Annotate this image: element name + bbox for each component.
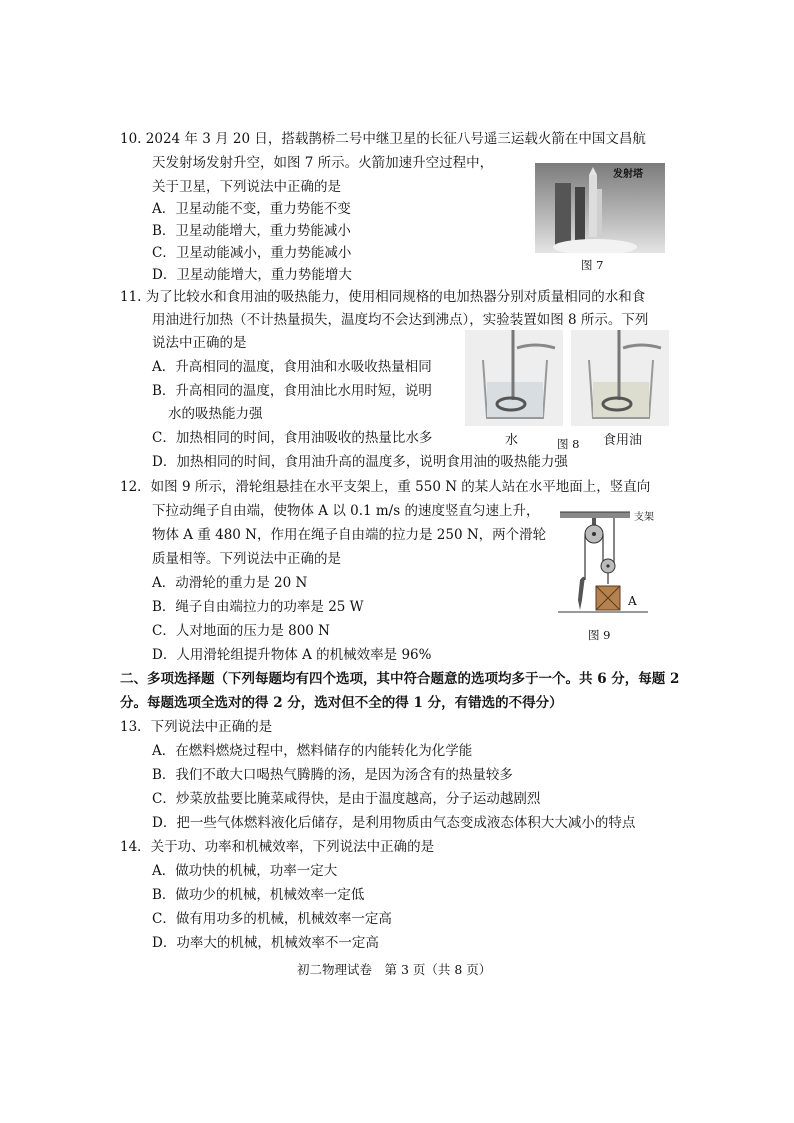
fig8-oil-label: 食用油	[603, 433, 643, 448]
section2-header-line2: 分。每题选项全选对的得 2 分，选对但不全的得 1 分，有错选的不得分）	[120, 695, 563, 711]
q10-option-a: A．卫星动能不变，重力势能不变	[152, 201, 351, 217]
q11-stem-line3: 说法中正确的是	[152, 335, 247, 351]
fig9-support-label: 支架	[634, 512, 654, 523]
q12-stem-line4: 质量相等。下列说法中正确的是	[152, 551, 341, 567]
q14-option-a: A．做功快的机械，功率一定大	[152, 863, 338, 879]
q12-option-b: B．绳子自由端拉力的功率是 25 W	[152, 599, 364, 615]
q11-option-b-line1: B．升高相同的温度，食用油比水用时短，说明	[152, 383, 432, 399]
q10-stem-line2: 天发射场发射升空，如图 7 所示。火箭加速升空过程中，	[152, 155, 494, 171]
q11-option-c: C．加热相同的时间，食用油吸收的热量比水多	[152, 430, 433, 446]
fig9-caption: 图 9	[588, 628, 611, 642]
q14-option-d: D．功率大的机械，机械效率不一定高	[152, 935, 379, 951]
q14-option-c: C．做有用功多的机械，机械效率一定高	[152, 911, 392, 927]
q11-option-a: A．升高相同的温度，食用油和水吸收热量相同	[152, 359, 432, 375]
q11-stem-line1: 11. 为了比较水和食用油的吸热能力，使用相同规格的电加热器分别对质量相同的水和食	[120, 289, 646, 305]
q14-option-b: B．做功少的机械，机械效率一定低	[152, 887, 365, 903]
q10-option-c: C．卫星动能减小，重力势能减小	[152, 245, 352, 261]
q12-option-a: A．动滑轮的重力是 20 N	[152, 575, 308, 591]
q11-option-d: D．加热相同的时间，食用油升高的温度多，说明食用油的吸热能力强	[152, 454, 568, 470]
fig7-caption: 图 7	[581, 258, 604, 272]
q13-stem: 13．下列说法中正确的是	[120, 719, 273, 735]
q10-stem-line3: 关于卫星，下列说法中正确的是	[152, 179, 341, 195]
q12-option-d: D．人用滑轮组提升物体 A 的机械效率是 96%	[152, 647, 432, 663]
q12-option-c: C．人对地面的压力是 800 N	[152, 623, 330, 639]
fig7-tower-label: 发射塔	[613, 169, 643, 180]
section2-header-line1: 二、多项选择题（下列每题均有四个选项，其中符合题意的选项均多于一个。共 6 分，每题 2	[120, 671, 680, 687]
pulley-diagram	[558, 508, 678, 626]
q12-stem-line3: 物体 A 重 480 N，作用在绳子自由端的拉力是 250 N，两个滑轮	[152, 527, 547, 543]
q13-option-c: C．炒菜放盐要比腌菜咸得快，是由于温度越高，分子运动越剧烈	[152, 791, 541, 807]
q11-stem-line2: 用油进行加热（不计热量损失，温度均不会达到沸点），实验装置如图 8 所示。下列	[152, 312, 649, 328]
beaker-photos	[465, 330, 669, 426]
q13-option-d: D．把一些气体燃料液化后储存，是利用物质由气态变成液态体积大大减小的特点	[152, 815, 636, 831]
q11-option-b-line2: 水的吸热能力强	[168, 406, 263, 422]
launch-photo	[535, 163, 665, 253]
fig8-caption: 图 8	[557, 437, 580, 451]
q14-stem: 14．关于功、功率和机械效率，下列说法中正确的是	[120, 839, 435, 855]
q12-stem-line1: 12．如图 9 所示，滑轮组悬挂在水平支架上，重 550 N 的某人站在水平地面上，竖直向	[120, 479, 651, 495]
q10-stem-line1: 10. 2024 年 3 月 20 日，搭载鹊桥二号中继卫星的长征八号遥三运载火箭在中国文昌航	[120, 131, 646, 147]
page-footer: 初二物理试卷 第 3 页（共 8 页）	[297, 962, 492, 977]
q13-option-a: A．在燃料燃烧过程中，燃料储存的内能转化为化学能	[152, 743, 473, 759]
fig9-object-a-label: A	[628, 594, 637, 608]
fig8-water-label: 水	[505, 433, 519, 448]
q10-option-d: D．卫星动能增大，重力势能增大	[152, 267, 352, 283]
q10-option-b: B．卫星动能增大，重力势能减小	[152, 223, 351, 239]
q13-option-b: B．我们不敢大口喝热气腾腾的汤，是因为汤含有的热量较多	[152, 767, 513, 783]
q12-stem-line2: 下拉动绳子自由端，使物体 A 以 0.1 m/s 的速度竖直匀速上升，	[152, 503, 540, 519]
